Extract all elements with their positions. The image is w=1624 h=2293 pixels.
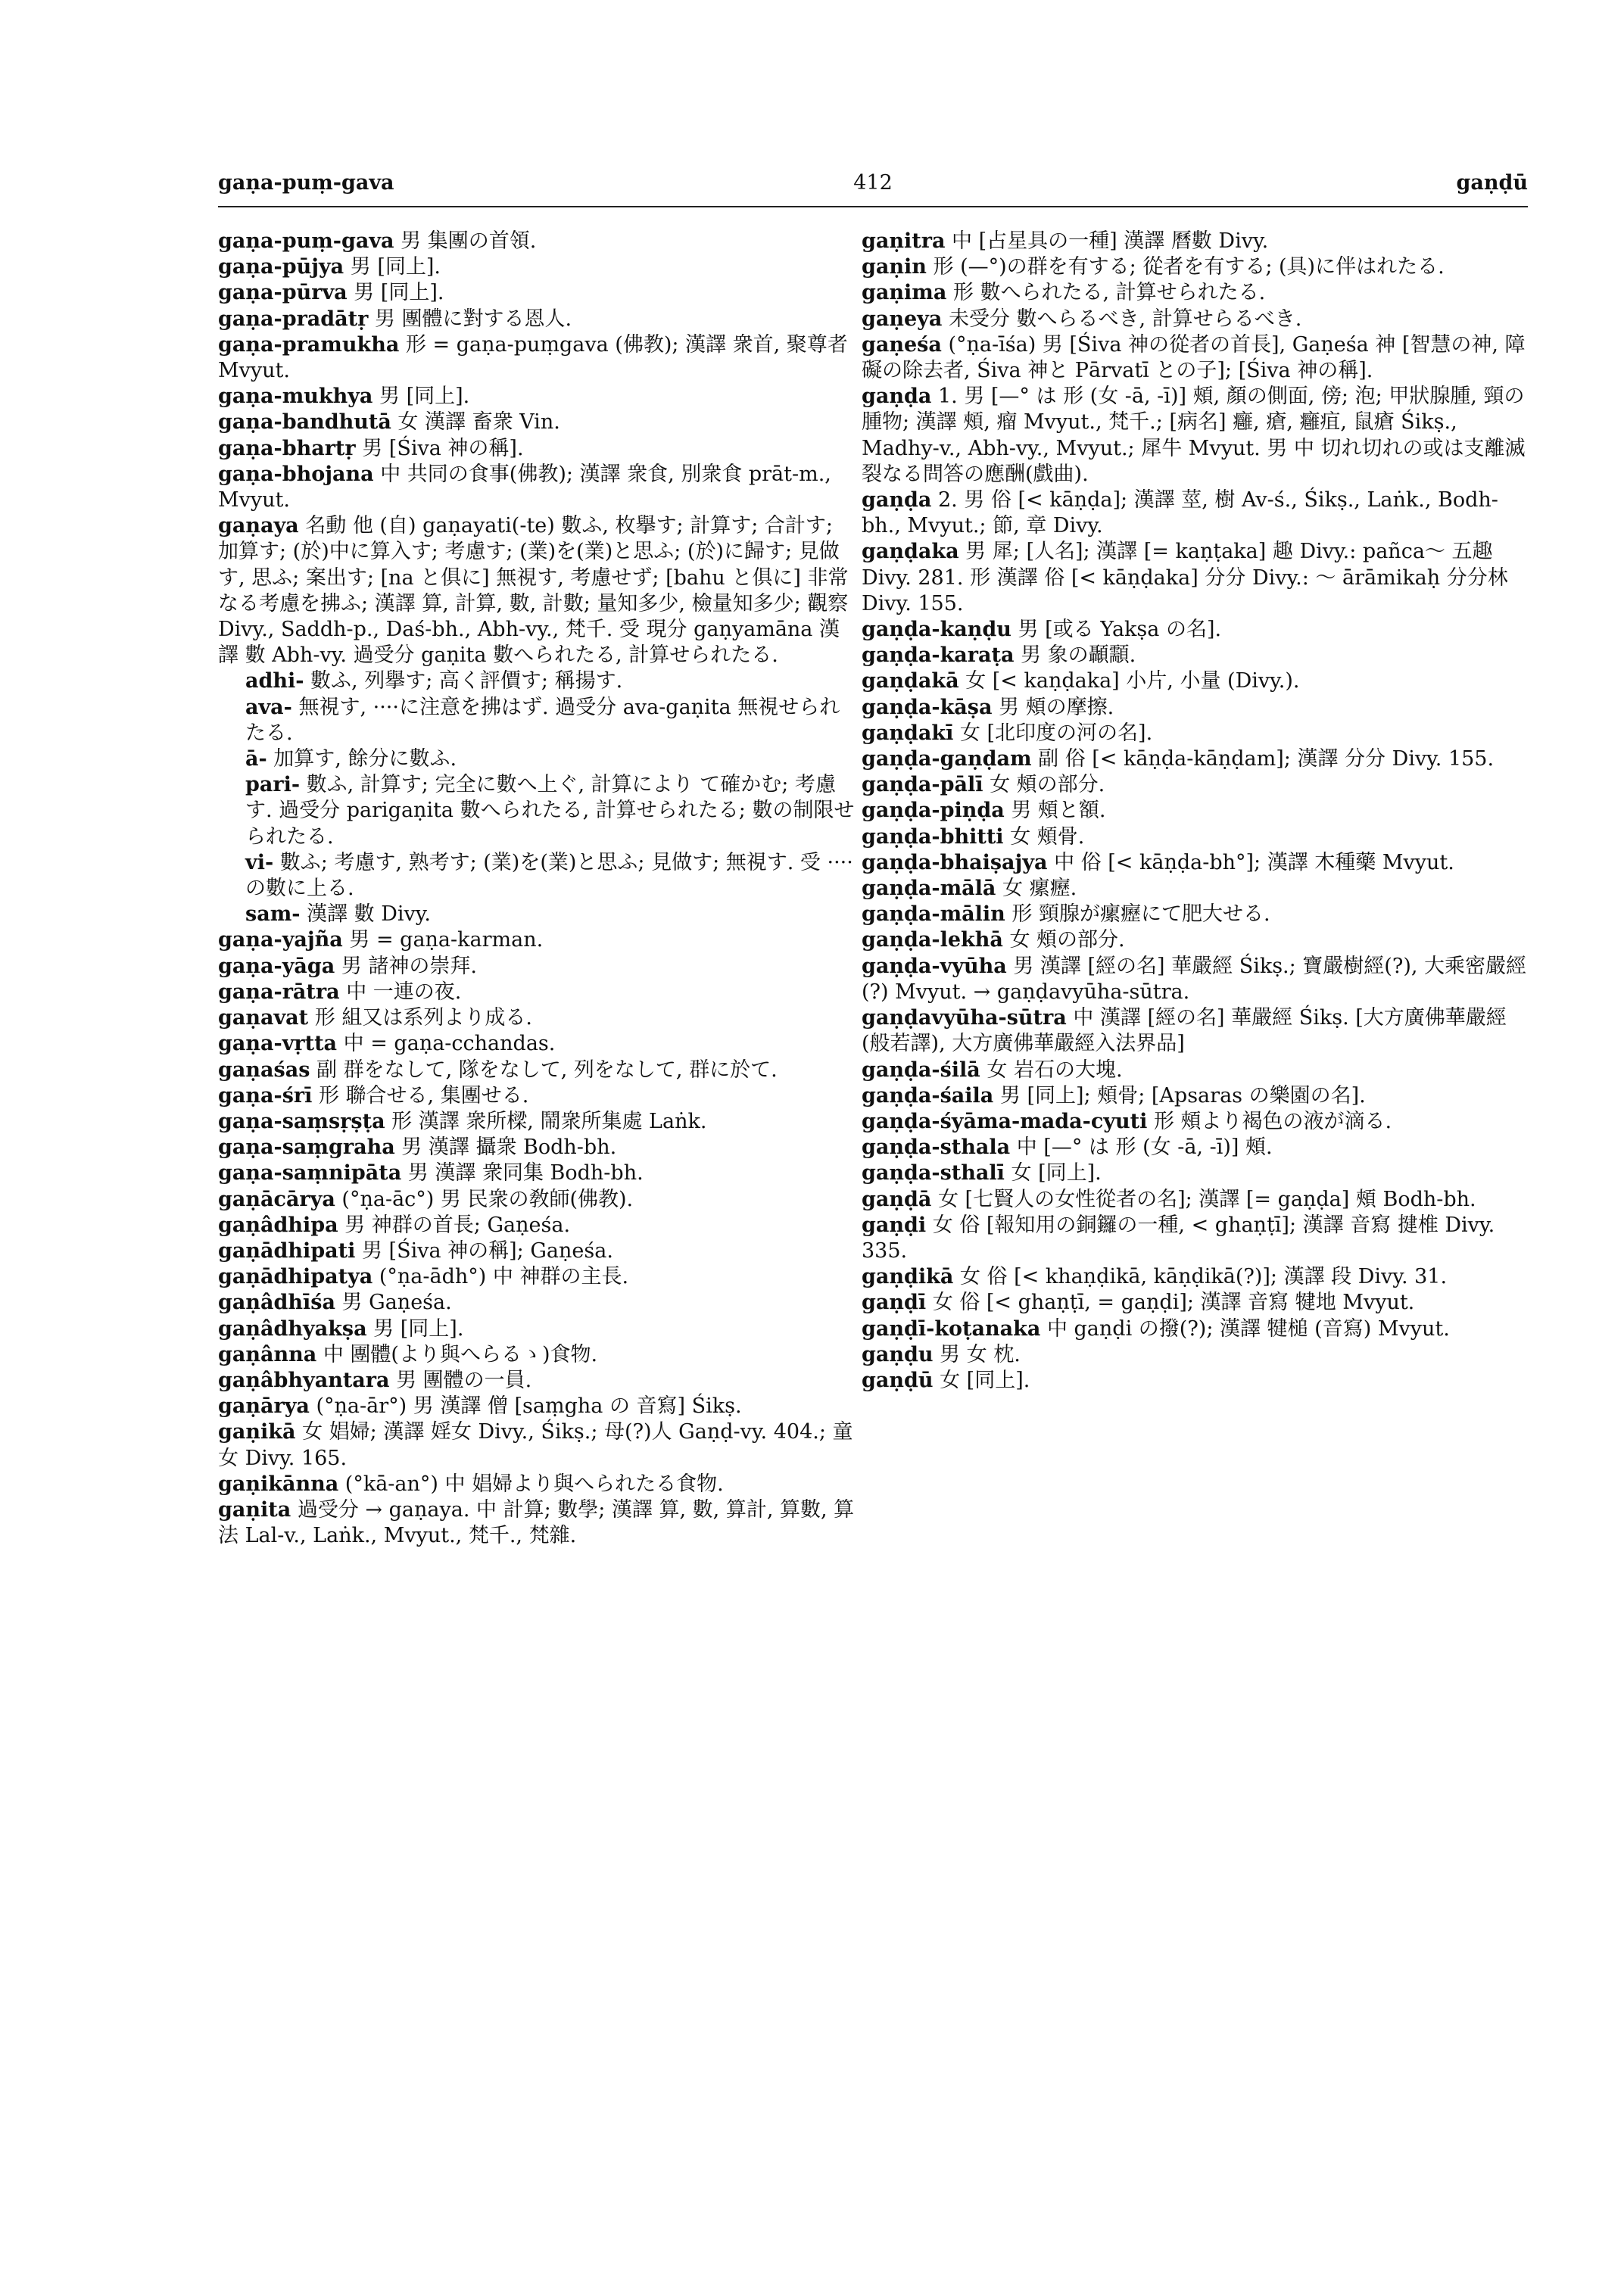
entry-definition: 女 俗 [< khaṇḍikā, kāṇḍikā(?)]; 漢譯 段 Divy. 31. xyxy=(953,1265,1448,1289)
entry-headword: gaṇḍa-sthalī xyxy=(862,1161,1005,1185)
entry-headword: gaṇitra xyxy=(862,229,946,253)
entry-definition: 形 頰より褐色の液が滴る. xyxy=(1147,1109,1392,1133)
entry-headword: gaṇima xyxy=(862,281,947,305)
dictionary-entry xyxy=(218,1187,856,1213)
entry-definition: 漢譯 數 Divy. xyxy=(300,902,432,927)
entry-definition: 男 [同上]. xyxy=(344,255,441,279)
dictionary-entry xyxy=(218,307,856,332)
entry-headword: gaṇḍa-śyāma-mada-cyuti xyxy=(862,1109,1148,1133)
entry-definition: 形 (—°)の群を有する; 從者を有する; (具)に伴はれたる. xyxy=(926,255,1445,279)
entry-definition: (°ṇa-īśa) 男 [Śiva 神の從者の首長], Gaṇeśa 神 [智慧の神, 障礙の除去者, Śiva 神と Pārvatī との子]; [Śiva 神の稱]. xyxy=(862,332,1526,383)
entry-definition: 2. 男 俗 [< kāṇḍa]; 漢譯 莖, 樹 Av-ś., Śikṣ., Laṅk., Bodh-bh., Mvyut.; 節, 章 Divy. xyxy=(862,488,1498,538)
entry-definition: 男 頰の摩擦. xyxy=(992,695,1114,719)
dictionary-entry xyxy=(218,436,856,462)
dictionary-entry xyxy=(218,1316,856,1342)
entry-headword: gaṇḍa-piṇḍa xyxy=(862,799,1005,823)
entry-definition: 形 頸腺が瘰癧にて肥大せる. xyxy=(1005,902,1270,927)
entry-headword: gaṇa-saṃsṛṣṭa xyxy=(218,1109,385,1133)
entry-definition: 中 一連の夜. xyxy=(339,980,462,1004)
dictionary-entry xyxy=(218,668,856,694)
entry-headword: gaṇḍa-lekhā xyxy=(862,928,1003,952)
entry-definition: 男 [同上]; 頰骨; [Apsaras の樂園の名]. xyxy=(993,1083,1366,1108)
entry-headword: gaṇḍa-gaṇḍam xyxy=(862,747,1032,771)
entry-headword: gaṇḍa-bhitti xyxy=(862,824,1004,849)
entry-headword: gaṇḍi xyxy=(862,1213,927,1237)
entry-definition: 女 [同上]. xyxy=(933,1368,1030,1392)
dictionary-entry xyxy=(218,1161,856,1186)
entry-definition: 女 [< kaṇḍaka] 小片, 小量 (Divy.). xyxy=(959,669,1300,693)
dictionary-entry xyxy=(862,1290,1528,1316)
entry-headword: gaṇeśa xyxy=(862,332,942,357)
entry-headword: gaṇa-puṃ-gava xyxy=(218,229,394,253)
entry-definition: 男 [或る Yakṣa の名]. xyxy=(1011,618,1222,642)
entry-headword: gaṇḍikā xyxy=(862,1265,954,1289)
dictionary-entry xyxy=(218,1290,856,1316)
entry-definition: 女 [七賢人の女性從者の名]; 漢譯 [= gaṇḍa] 頰 Bodh-bh. xyxy=(931,1187,1476,1211)
entry-definition: 男 漢譯 衆同集 Bodh-bh. xyxy=(401,1161,644,1185)
entry-headword: gaṇḍa-vyūha xyxy=(862,954,1007,978)
dictionary-entry xyxy=(862,850,1528,876)
entry-headword: gaṇḍī xyxy=(862,1291,927,1315)
dictionary-entry xyxy=(218,332,856,384)
entry-headword: gaṇaya xyxy=(218,514,299,538)
running-head-right: gaṇḍū xyxy=(1456,171,1528,195)
entry-definition: 男 神群の首長; Gaṇeśa. xyxy=(338,1213,571,1237)
entry-headword: sam- xyxy=(245,902,301,927)
dictionary-entry xyxy=(218,1472,856,1497)
entry-headword: gaṇḍī-koṭanaka xyxy=(862,1316,1041,1341)
entry-headword: gaṇḍū xyxy=(862,1368,934,1392)
dictionary-entry xyxy=(218,1419,856,1471)
entry-definition: 名動 他 (自) gaṇayati(-te) 數ふ, 枚擧す; 計算す; 合計す; 加算す; (於)中に算入す; 考慮す; (業)を(業)と思ふ; (於)に歸す; 見做す, 思ふ; 案出す; [na と俱に] 無視す, 考慮せず; [bahu と俱に] 非常なる考慮を拂ふ; 漢譯 算, 計算, 數, 計數; 量知多少, 檢量知多少; 觀察 Divy., Saddh-p., Daś-bh., Abh-vy., 梵千. 受 現分 gaṇyamāna 漢譯 數 Abh-vy. 過受分 gaṇita 數へられたる, 計算せられたる. xyxy=(218,514,849,668)
dictionary-entry xyxy=(218,1394,856,1419)
entry-headword: vi- xyxy=(245,850,274,874)
entry-definition: 男 犀; [人名]; 漢譯 [= kaṇṭaka] 趣 Divy.: pañca～ 五趣 Divy. 281. 形 漢譯 俗 [< kāṇḍaka] 分分 Divy.: ～ ārāmikaḥ 分分林 Divy. 155. xyxy=(862,540,1508,615)
left-column xyxy=(218,229,856,1549)
entry-headword: gaṇa-saṃnipāta xyxy=(218,1161,402,1185)
dictionary-entry xyxy=(862,746,1528,772)
entry-definition: 女 頰の部分. xyxy=(983,773,1105,797)
dictionary-entry xyxy=(862,798,1528,824)
entry-definition: 男 Gaṇeśa. xyxy=(335,1291,452,1315)
entry-headword: gaṇavat xyxy=(218,1006,309,1030)
entry-definition: 男 [同上]. xyxy=(366,1316,464,1341)
entry-headword: gaṇâbhyantara xyxy=(218,1368,390,1392)
dictionary-entry xyxy=(862,1187,1528,1213)
entry-headword: ā- xyxy=(245,747,267,771)
dictionary-entry xyxy=(218,1497,856,1549)
entry-definition: 女 娼婦; 漢譯 婬女 Divy., Śikṣ.; 母(?)人 Gaṇḍ-vy. 404.; 童女 Divy. 165. xyxy=(218,1420,853,1470)
dictionary-entry xyxy=(862,902,1528,927)
dictionary-entry xyxy=(862,772,1528,798)
dictionary-entry xyxy=(218,850,856,902)
entry-headword: gaṇādhipati xyxy=(218,1238,356,1263)
dictionary-entry xyxy=(862,1058,1528,1083)
dictionary-entry xyxy=(218,1342,856,1368)
dictionary-entry xyxy=(862,1264,1528,1290)
entry-headword: gaṇḍa-kāṣa xyxy=(862,695,993,719)
entry-definition: 女 頰骨. xyxy=(1003,824,1085,849)
dictionary-entry xyxy=(218,384,856,410)
entry-definition: 男 頰と額. xyxy=(1004,799,1106,823)
dictionary-entry xyxy=(862,1342,1528,1368)
entry-headword: gaṇḍa-śilā xyxy=(862,1058,980,1082)
entry-headword: gaṇita xyxy=(218,1497,291,1522)
dictionary-entry xyxy=(862,539,1528,617)
entry-definition: 加算す, 餘分に數ふ. xyxy=(267,747,457,771)
entry-headword: gaṇeya xyxy=(862,307,943,331)
entry-definition: 數ふ, 計算す; 完全に數へ上ぐ, 計算により て確かむ; 考慮す. 過受分 parigaṇita 數へられたる, 計算せられたる; 數の制限せられたる. xyxy=(245,773,855,849)
dictionary-entry xyxy=(862,1135,1528,1161)
dictionary-entry xyxy=(218,1031,856,1057)
dictionary-entry xyxy=(862,307,1528,332)
entry-definition: 形 = gaṇa-puṃgava (佛教); 漢譯 衆首, 聚尊者 Mvyut. xyxy=(218,332,848,383)
entry-definition: 中 = gaṇa-cchandas. xyxy=(337,1032,556,1056)
entry-definition: 形 聯合せる, 集團せる. xyxy=(312,1083,529,1108)
dictionary-entry xyxy=(218,513,856,668)
entry-definition: 1. 男 [—° は 形 (女 -ā, -ī)] 頰, 顏の側面, 傍; 泡; 甲狀腺腫, 頸の腫物; 漢譯 頰, 瘤 Mvyut., 梵千.; [病名] 癰, 瘡, 癰疽, 鼠瘡 Śikṣ., Madhy-v., Abh-vy., Mvyut.; 犀牛 Mvyut. 男 中 切れ切れの或は支離滅裂なる問答の應酬(戲曲). xyxy=(862,385,1526,486)
entry-definition: 無視す, ····に注意を拂はず. 過受分 ava-gaṇita 無視せられたる. xyxy=(245,695,840,745)
entry-definition: (°kā-an°) 中 娼婦より與へられたる食物. xyxy=(338,1472,724,1496)
entry-headword: gaṇḍakā xyxy=(862,669,959,693)
entry-headword: gaṇa-mukhya xyxy=(218,385,373,409)
entry-definition: 女 岩石の大塊. xyxy=(980,1058,1123,1082)
dictionary-entry xyxy=(218,902,856,927)
dictionary-entry xyxy=(862,824,1528,850)
dictionary-entry xyxy=(218,1238,856,1264)
entry-headword: gaṇḍa-mālin xyxy=(862,902,1005,927)
entry-headword: gaṇa-pūrva xyxy=(218,281,348,305)
entry-definition: 副 群をなして, 隊をなして, 列をなして, 群に於て. xyxy=(310,1058,778,1082)
dictionary-entry xyxy=(862,668,1528,694)
dictionary-entry xyxy=(218,980,856,1005)
entry-definition: 未受分 數へらるべき, 計算せらるべき. xyxy=(942,307,1302,331)
dictionary-entry xyxy=(218,410,856,435)
dictionary-entry xyxy=(218,1135,856,1161)
entry-definition: 女 頰の部分. xyxy=(1002,928,1125,952)
dictionary-entry xyxy=(218,695,856,746)
entry-definition: 形 數へられたる, 計算せられたる. xyxy=(946,281,1266,305)
entry-headword: gaṇâdhīśa xyxy=(218,1291,335,1315)
dictionary-entry xyxy=(862,384,1528,488)
dictionary-entry xyxy=(862,229,1528,254)
entry-definition: 副 俗 [< kāṇḍa-kāṇḍam]; 漢譯 分分 Divy. 155. xyxy=(1031,747,1495,771)
dictionary-entry xyxy=(218,1005,856,1031)
right-column xyxy=(862,229,1528,1394)
entry-headword: gaṇḍa-sthala xyxy=(862,1136,1011,1160)
entry-headword: gaṇḍa xyxy=(862,488,932,512)
entry-definition: 形 漢譯 衆所樑, 鬧衆所集處 Laṅk. xyxy=(385,1109,707,1133)
entry-headword: gaṇḍa-kaṇḍu xyxy=(862,618,1011,642)
entry-headword: gaṇḍa-pālī xyxy=(862,773,983,797)
entry-headword: gaṇḍaka xyxy=(862,540,959,564)
entry-definition: 男 [同上]. xyxy=(347,281,444,305)
dictionary-entry xyxy=(218,1083,856,1109)
running-head-left: gaṇa-puṃ-gava xyxy=(218,171,394,195)
dictionary-entry xyxy=(862,954,1528,1005)
header-rule xyxy=(218,206,1528,207)
entry-definition: 女 [同上]. xyxy=(1004,1161,1102,1185)
page-header xyxy=(218,171,1528,204)
dictionary-entry xyxy=(218,1264,856,1290)
dictionary-entry xyxy=(862,1161,1528,1186)
dictionary-entry xyxy=(218,1058,856,1083)
entry-headword: gaṇa-bhartṛ xyxy=(218,436,356,460)
dictionary-entry xyxy=(862,876,1528,902)
entry-headword: gaṇikānna xyxy=(218,1472,339,1496)
dictionary-entry xyxy=(218,746,856,772)
dictionary-entry xyxy=(862,1316,1528,1342)
entry-definition: 女 瘰癧. xyxy=(996,877,1077,901)
entry-definition: 女 俗 [報知用の銅鑼の一種, < ghaṇṭī]; 漢譯 音寫 揵椎 Divy. 335. xyxy=(862,1213,1495,1263)
dictionary-entry xyxy=(218,280,856,306)
dictionary-entry xyxy=(218,1368,856,1394)
entry-headword: adhi- xyxy=(245,669,304,693)
entry-headword: gaṇḍā xyxy=(862,1187,932,1211)
entry-definition: 男 [同上]. xyxy=(372,385,470,409)
dictionary-entry xyxy=(218,254,856,280)
dictionary-entry xyxy=(862,1083,1528,1109)
dictionary-entry xyxy=(862,332,1528,384)
entry-headword: gaṇânna xyxy=(218,1342,317,1366)
entry-headword: gaṇa-rātra xyxy=(218,980,340,1004)
dictionary-entry xyxy=(218,1213,856,1238)
entry-headword: gaṇa-yāga xyxy=(218,954,335,978)
entry-definition: 中 [—° は 形 (女 -ā, -ī)] 頰. xyxy=(1010,1136,1273,1160)
dictionary-entry xyxy=(862,643,1528,668)
dictionary-entry xyxy=(218,1109,856,1135)
entry-headword: gaṇādhipatya xyxy=(218,1265,373,1289)
entry-definition: 男 女 枕. xyxy=(933,1342,1021,1366)
dictionary-entry xyxy=(862,1109,1528,1135)
entry-headword: gaṇḍa-bhaiṣajya xyxy=(862,850,1048,874)
entry-definition: 女 漢譯 畜衆 Vin. xyxy=(391,410,560,435)
entry-headword: gaṇa-pramukha xyxy=(218,332,400,357)
entry-definition: 男 諸神の崇拜. xyxy=(335,954,478,978)
dictionary-entry xyxy=(862,254,1528,280)
entry-definition: 中 gaṇḍi の撥(?); 漢譯 犍槌 (音寫) Mvyut. xyxy=(1040,1316,1450,1341)
entry-headword: gaṇa-bandhutā xyxy=(218,410,391,435)
entry-definition: 男 團體の一員. xyxy=(389,1368,532,1392)
entry-headword: gaṇḍu xyxy=(862,1342,934,1366)
entry-headword: gaṇâdhipa xyxy=(218,1213,338,1237)
dictionary-entry xyxy=(862,280,1528,306)
dictionary-entry xyxy=(862,617,1528,643)
entry-definition: 中 團體(より與へらるゝ)食物. xyxy=(316,1342,598,1366)
entry-definition: 男 漢譯 [經の名] 華嚴經 Śikṣ.; 寶嚴樹經(?), 大乘密嚴經(?) Mvyut. → gaṇḍavyūha-sūtra. xyxy=(862,954,1527,1004)
entry-definition: 中 [占星具の一種] 漢譯 曆數 Divy. xyxy=(945,229,1269,253)
entry-headword: gaṇa-śrī xyxy=(218,1083,313,1108)
entry-headword: gaṇa-yajña xyxy=(218,928,343,952)
dictionary-entry xyxy=(862,488,1528,539)
entry-definition: 數ふ, 列擧す; 高く評價す; 稱揚す. xyxy=(304,669,623,693)
dictionary-entry xyxy=(862,721,1528,746)
entry-headword: gaṇa-vṛtta xyxy=(218,1032,338,1056)
entry-headword: gaṇācārya xyxy=(218,1187,335,1211)
entry-headword: gaṇa-pūjya xyxy=(218,255,344,279)
entry-definition: 男 [Śiva 神の稱]. xyxy=(355,436,524,460)
entry-definition: 中 共同の食事(佛教); 漢譯 衆食, 別衆食 prāt-m., Mvyut. xyxy=(218,462,831,512)
dictionary-entry xyxy=(218,229,856,254)
entry-headword: gaṇḍa xyxy=(862,385,932,409)
entry-definition: 女 [北印度の河の名]. xyxy=(953,721,1153,745)
entry-headword: gaṇa-pradātṛ xyxy=(218,307,369,331)
entry-headword: gaṇin xyxy=(862,255,927,279)
entry-definition: 男 [Śiva 神の稱]; Gaṇeśa. xyxy=(355,1238,613,1263)
entry-definition: 男 集團の首領. xyxy=(394,229,537,253)
entry-definition: (°ṇa-ār°) 男 漢譯 僧 [saṃgha の 音寫] Śikṣ. xyxy=(309,1394,742,1419)
dictionary-entry xyxy=(862,1005,1528,1057)
dictionary-entry xyxy=(862,1368,1528,1394)
dictionary-entry xyxy=(218,462,856,513)
entry-definition: 數ふ; 考慮す, 熟考す; (業)を(業)と思ふ; 見做す; 無視す. 受 ····の數に上る. xyxy=(245,850,853,901)
entry-definition: 男 團體に對する恩人. xyxy=(368,307,572,331)
entry-headword: gaṇārya xyxy=(218,1394,310,1419)
entry-definition: 男 = gaṇa-karman. xyxy=(342,928,544,952)
entry-headword: gaṇḍakī xyxy=(862,721,954,745)
entry-headword: gaṇa-saṃgraha xyxy=(218,1136,395,1160)
entry-definition: (°ṇa-āc°) 男 民衆の敎師(佛教). xyxy=(335,1187,634,1211)
entry-headword: gaṇḍa-mālā xyxy=(862,877,996,901)
entry-definition: 男 象の顳顬. xyxy=(1014,643,1136,668)
entry-definition: (°ṇa-ādh°) 中 神群の主長. xyxy=(372,1265,629,1289)
dictionary-entry xyxy=(218,772,856,850)
entry-definition: 過受分 → gaṇaya. 中 計算; 數學; 漢譯 算, 數, 算計, 算數, 算法 Lal-v., Laṅk., Mvyut., 梵千., 梵雜. xyxy=(218,1497,855,1548)
entry-headword: gaṇâdhyakṣa xyxy=(218,1316,367,1341)
entry-headword: gaṇaśas xyxy=(218,1058,310,1082)
entry-headword: gaṇḍa-karaṭa xyxy=(862,643,1015,668)
entry-headword: gaṇa-bhojana xyxy=(218,462,374,486)
entry-definition: 女 俗 [< ghaṇṭī, = gaṇḍi]; 漢譯 音寫 犍地 Mvyut. xyxy=(926,1291,1415,1315)
entry-headword: gaṇḍavyūha-sūtra xyxy=(862,1006,1067,1030)
dictionary-entry xyxy=(862,695,1528,721)
dictionary-entry xyxy=(218,954,856,980)
entry-definition: 中 俗 [< kāṇḍa-bh°]; 漢譯 木種藥 Mvyut. xyxy=(1047,850,1454,874)
entry-definition: 形 組又は系列より成る. xyxy=(308,1006,532,1030)
dictionary-entry xyxy=(218,927,856,953)
entry-definition: 男 漢譯 攝衆 Bodh-bh. xyxy=(394,1136,617,1160)
entry-headword: gaṇikā xyxy=(218,1420,296,1444)
entry-headword: ava- xyxy=(245,695,292,719)
entry-headword: pari- xyxy=(245,773,301,797)
page-number: 412 xyxy=(853,171,893,195)
entry-headword: gaṇḍa-śaila xyxy=(862,1083,994,1108)
dictionary-entry xyxy=(862,927,1528,953)
entry-definition: 中 漢譯 [經の名] 華嚴經 Śikṣ. [大方廣佛華嚴經(般若譯), 大方廣佛華嚴經入法界品] xyxy=(862,1006,1507,1056)
dictionary-entry xyxy=(862,1213,1528,1264)
